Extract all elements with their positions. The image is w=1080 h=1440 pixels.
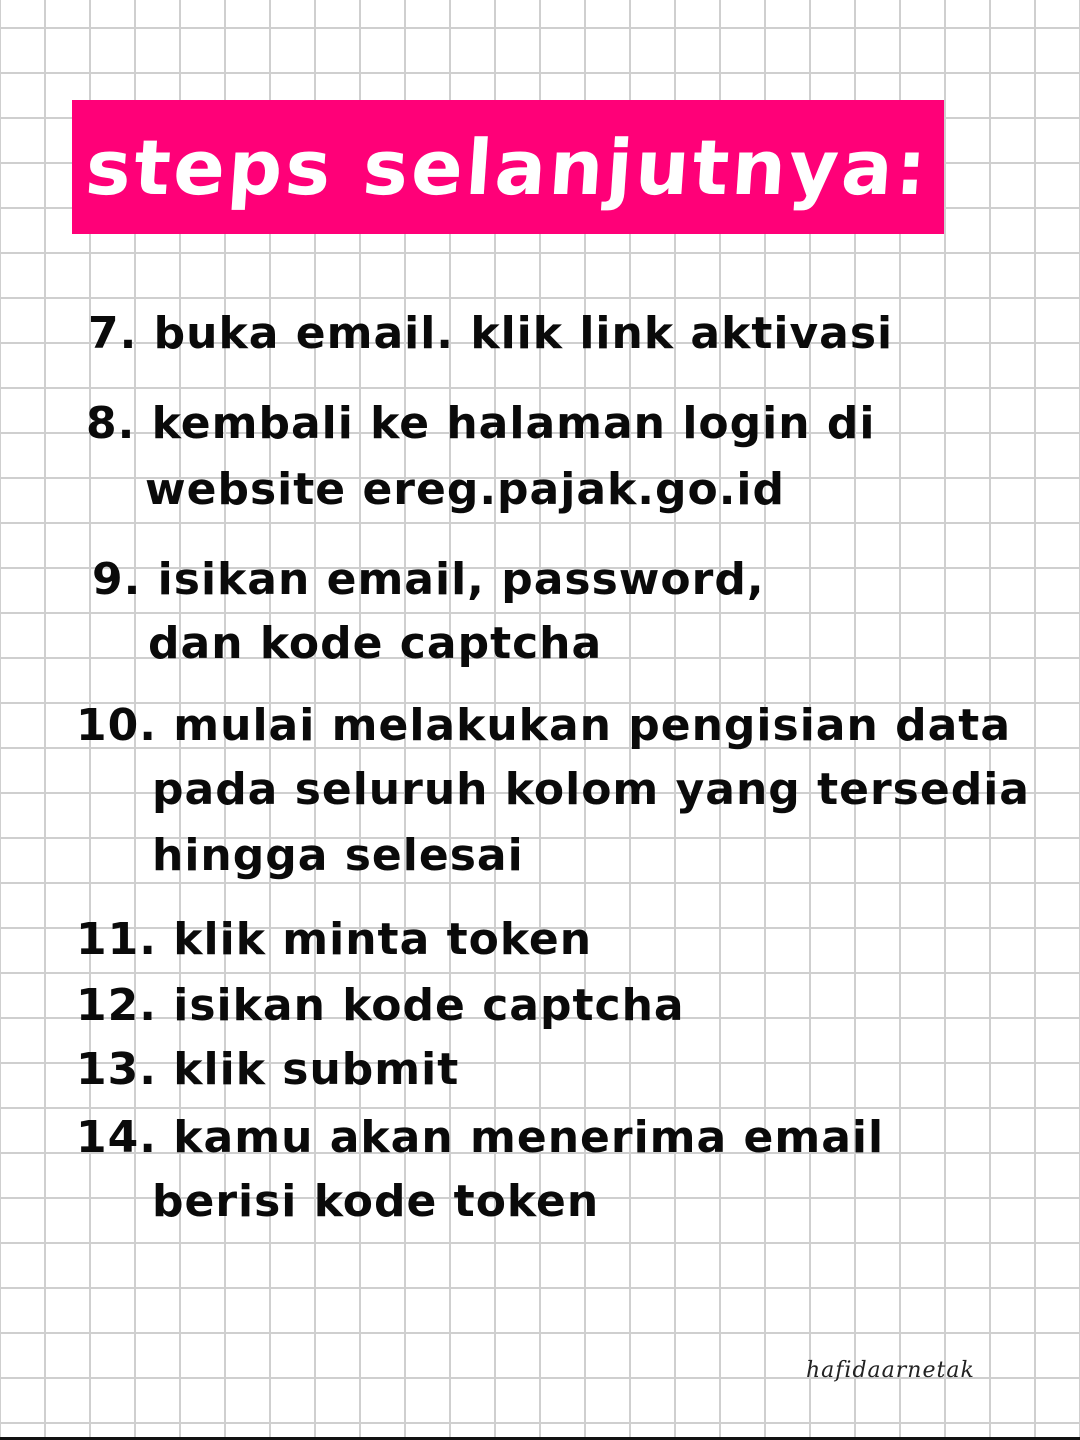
step-number: 10.: [76, 700, 157, 751]
step-9: [92, 554, 765, 605]
step-14-continued: [152, 1176, 600, 1227]
step-7: [88, 308, 894, 359]
step-text: kamu akan menerima email: [173, 1112, 885, 1163]
step-number: 13.: [76, 1044, 157, 1095]
step-text: berisi kode token: [152, 1176, 600, 1227]
step-text: isikan email, password,: [157, 554, 765, 605]
step-text: isikan kode captcha: [173, 980, 685, 1031]
step-text: klik minta token: [173, 914, 593, 965]
step-12: [76, 980, 685, 1031]
step-number: 9.: [92, 554, 142, 605]
step-8-continued: [145, 464, 785, 515]
step-8: [86, 398, 876, 449]
step-number: 7.: [88, 308, 138, 359]
step-text: kembali ke halaman login di: [151, 398, 876, 449]
step-number: 8.: [86, 398, 136, 449]
banner-title: steps selanjutnya:: [83, 122, 933, 212]
step-10-continued: [152, 764, 1030, 815]
step-10-continued-2: [152, 830, 524, 881]
step-14: [76, 1112, 885, 1163]
step-text: mulai melakukan pengisian data: [173, 700, 1012, 751]
step-number: 11.: [76, 914, 157, 965]
step-number: 12.: [76, 980, 157, 1031]
step-11: [76, 914, 593, 965]
author-signature: hafidaarnetak: [806, 1358, 975, 1383]
step-text: klik submit: [173, 1044, 460, 1095]
step-text: buka email. klik link aktivasi: [153, 308, 894, 359]
title-banner: [72, 100, 944, 234]
step-text: pada seluruh kolom yang tersedia: [152, 764, 1030, 815]
step-9-continued: [148, 618, 603, 669]
step-13: [76, 1044, 460, 1095]
step-text: hingga selesai: [152, 830, 524, 881]
step-number: 14.: [76, 1112, 157, 1163]
step-10: [76, 700, 1012, 751]
step-text: website ereg.pajak.go.id: [145, 464, 785, 515]
step-text: dan kode captcha: [148, 618, 603, 669]
